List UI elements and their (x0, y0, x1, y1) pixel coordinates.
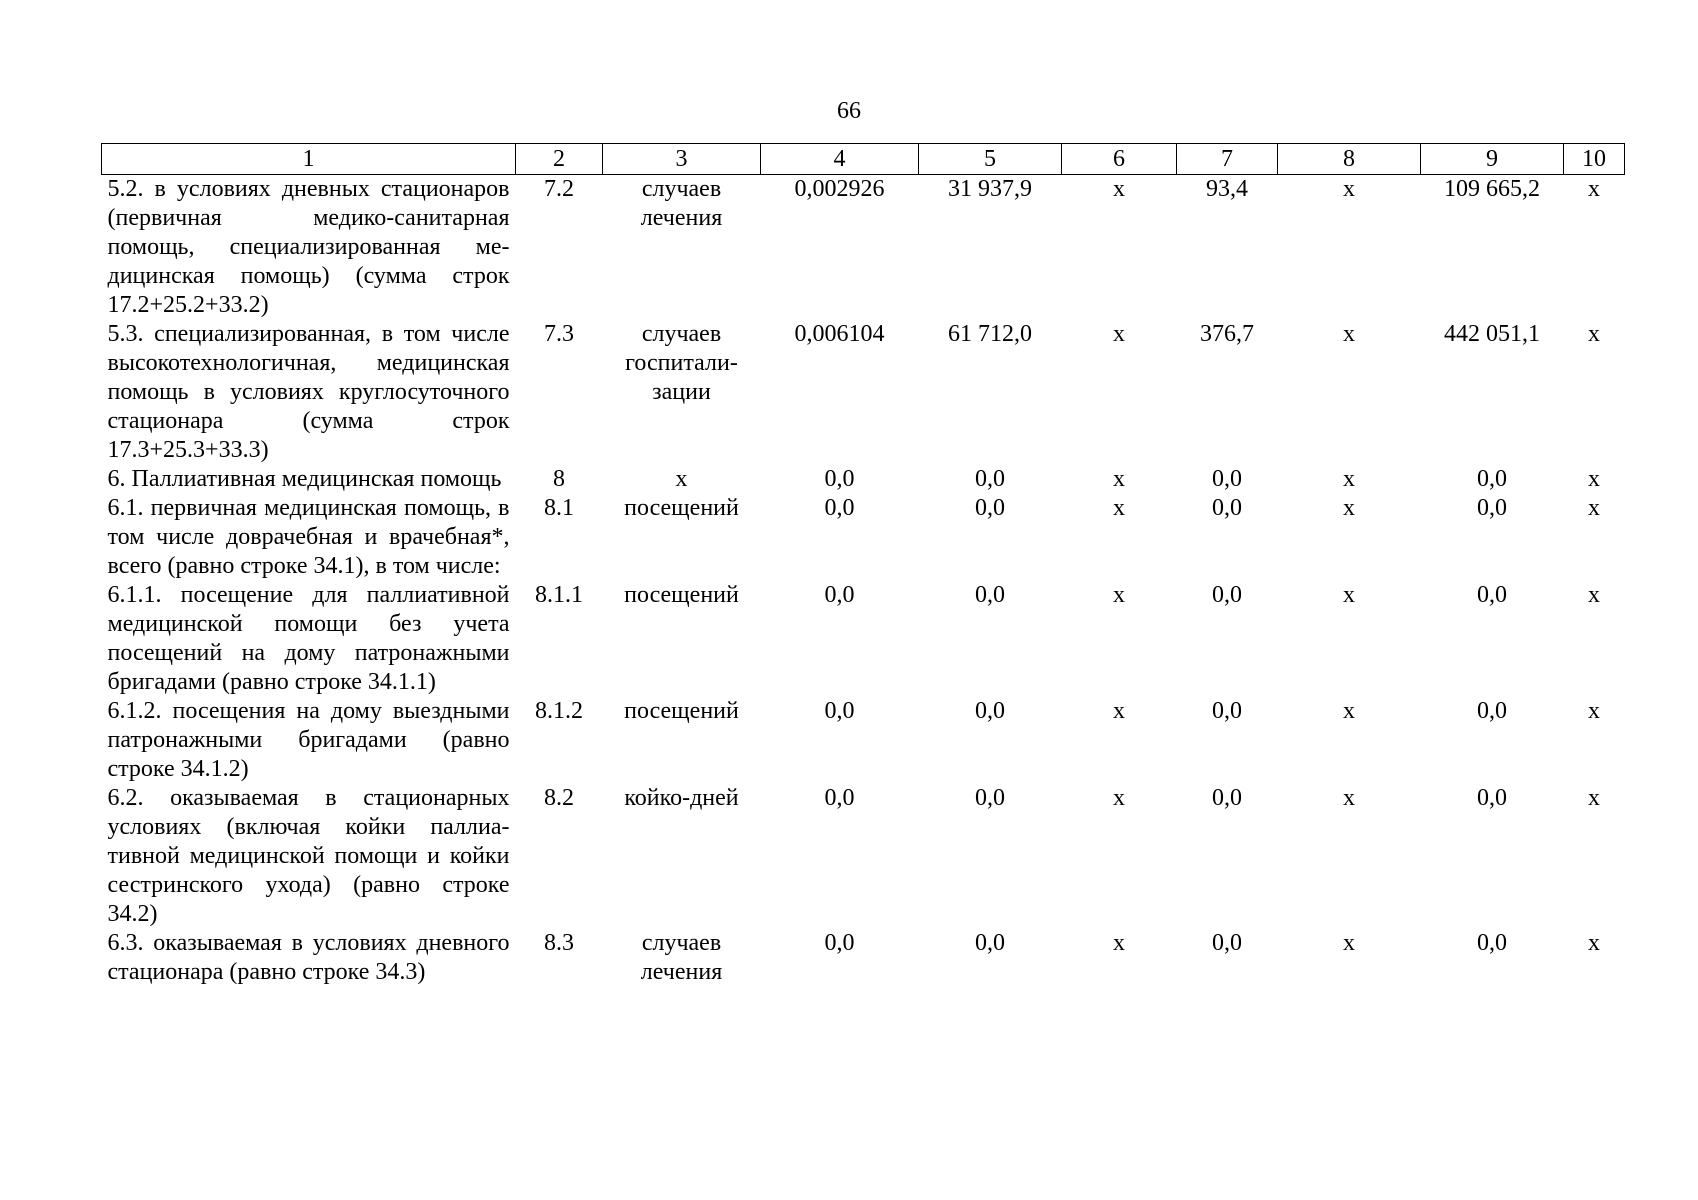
cell-value: 0,002926 (794, 176, 885, 202)
row-unit: случаев госпитализации (625, 321, 738, 405)
row-description: 6. Паллиативная медицинская помощь (107, 466, 502, 492)
table-row (102, 581, 1625, 697)
cell-value: 0,0 (1212, 930, 1242, 956)
cell-value: 0,0 (824, 930, 855, 956)
cell-value: х (1113, 176, 1125, 202)
cell-value: х (1113, 785, 1125, 811)
cell-value: х (1588, 698, 1600, 724)
row-code: 7.3 (544, 321, 574, 347)
cell-value: 0,0 (975, 495, 1005, 521)
cell-value: х (1588, 321, 1600, 347)
cell-value: х (1113, 495, 1125, 521)
cell-value: 0,0 (975, 698, 1005, 724)
cell-value: х (1588, 176, 1600, 202)
column-header: 7 (1177, 144, 1278, 175)
row-description: 6.3. оказываемая в условиях дневного стационара (равно строке 34.3) (107, 930, 510, 985)
cell-value: 0,0 (1477, 785, 1507, 811)
cell-value: х (1588, 495, 1600, 521)
row-description: 6.1. первичная медицинская помощь, в том числе доврачебная и врачебная*, всего (равно строке 34.1), в том числе: (107, 495, 510, 579)
cell-value: 0,0 (824, 698, 855, 724)
row-unit: х (675, 466, 688, 492)
row-unit: случаев лечения (640, 930, 723, 985)
row-unit: случаев лечения (640, 176, 723, 231)
cell-value: х (1113, 466, 1125, 492)
cell-value: 0,0 (824, 582, 855, 608)
cell-value: 0,0 (1477, 698, 1507, 724)
cell-value: 0,0 (975, 582, 1005, 608)
cell-value: х (1113, 930, 1125, 956)
column-number-row (102, 144, 1625, 175)
cell-value: 0,0 (1477, 495, 1507, 521)
row-unit: посещений (624, 582, 739, 608)
cell-value: 0,0 (1212, 582, 1242, 608)
cell-value: х (1588, 785, 1600, 811)
row-code: 8.1.2 (535, 698, 583, 724)
cell-value: х (1343, 785, 1355, 811)
row-code: 8.1 (544, 495, 574, 521)
column-header: 5 (919, 144, 1062, 175)
cell-value: х (1588, 466, 1600, 492)
cell-value: 0,0 (824, 785, 855, 811)
cell-value: 0,0 (1212, 466, 1242, 492)
row-description: 6.2. оказываемая в стационарных условиях (включая койки паллиативной медицинской помощи и койки сестринского ухода) (равно строке 34.2) (107, 785, 510, 927)
table-row (102, 320, 1625, 465)
table-row (102, 784, 1625, 929)
row-unit: койко-дней (624, 785, 739, 811)
row-description: 5.3. специализированная, в том числе высокотехнологичная, медицинская помощь в условиях круглосуточного стационара (сумма строк 17.3+25.3+33.3) (107, 321, 510, 463)
cell-value: х (1113, 582, 1125, 608)
table-row (102, 697, 1625, 784)
cell-value: 0,0 (824, 466, 855, 492)
cell-value: х (1343, 930, 1355, 956)
row-unit: посещений (624, 495, 739, 521)
row-code: 8.1.1 (535, 582, 583, 608)
cell-value: 0,006104 (794, 321, 885, 347)
row-unit: посещений (624, 698, 739, 724)
row-description: 6.1.1. посещение для паллиативной медицинской помощи без учета посещений на дому патронажными бригадами (равно строке 34.1.1) (107, 582, 510, 695)
cell-value: х (1343, 176, 1355, 202)
column-header: 6 (1062, 144, 1177, 175)
cell-value: 376,7 (1200, 321, 1254, 347)
row-description: 6.1.2. посещения на дому выездными патронажными бригадами (равно строке 34.1.2) (107, 698, 510, 782)
table-row (102, 465, 1625, 494)
row-description: 5.2. в условиях дневных стационаров (первичная медико-санитарная помощь, специализированная медицинская помощь) (сумма строк 17.2+25.2+33.2) (107, 176, 510, 318)
column-header: 2 (516, 144, 603, 175)
cell-value: х (1588, 930, 1600, 956)
row-code: 7.2 (544, 176, 574, 202)
row-code: 8 (553, 466, 565, 492)
column-header: 10 (1564, 144, 1625, 175)
column-header: 8 (1278, 144, 1421, 175)
cell-value: х (1343, 582, 1355, 608)
cell-value: 0,0 (1477, 582, 1507, 608)
row-code: 8.3 (544, 930, 574, 956)
page-number: 66 (837, 98, 861, 124)
cell-value: 0,0 (824, 495, 855, 521)
cell-value: 0,0 (1477, 466, 1507, 492)
column-header: 3 (603, 144, 761, 175)
cell-value: х (1113, 321, 1125, 347)
cell-value: 0,0 (975, 930, 1005, 956)
cell-value: х (1343, 698, 1355, 724)
cell-value: х (1113, 698, 1125, 724)
cell-value: х (1343, 495, 1355, 521)
cell-value: 0,0 (975, 785, 1005, 811)
cell-value: х (1343, 321, 1355, 347)
cell-value: 109 665,2 (1444, 176, 1540, 202)
cell-value: 0,0 (1212, 495, 1242, 521)
cell-value: 93,4 (1206, 176, 1248, 202)
data-table (101, 143, 1625, 987)
cell-value: х (1588, 582, 1600, 608)
cell-value: 0,0 (975, 466, 1005, 492)
cell-value: 442 051,1 (1444, 321, 1540, 347)
table-row (102, 175, 1625, 321)
cell-value: х (1343, 466, 1355, 492)
cell-value: 0,0 (1212, 698, 1242, 724)
cell-value: 0,0 (1212, 785, 1242, 811)
column-header: 4 (761, 144, 919, 175)
cell-value: 61 712,0 (948, 321, 1032, 347)
cell-value: 0,0 (1477, 930, 1507, 956)
column-header: 1 (102, 144, 516, 175)
row-code: 8.2 (544, 785, 574, 811)
table-row (102, 929, 1625, 987)
table-row (102, 494, 1625, 581)
cell-value: 31 937,9 (948, 176, 1032, 202)
column-header: 9 (1421, 144, 1564, 175)
